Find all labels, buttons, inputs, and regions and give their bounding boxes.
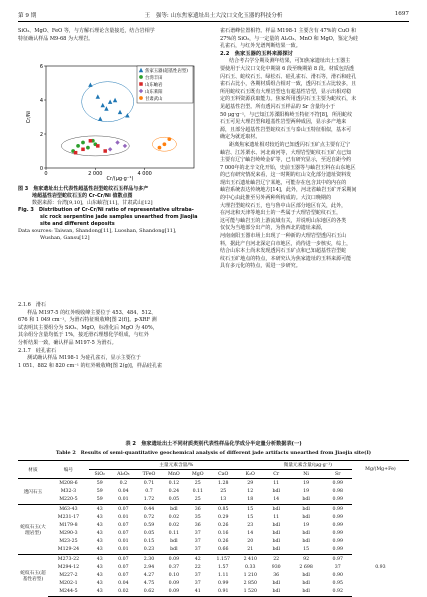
section-216 — [18, 302, 210, 370]
table-cell: 0.09 — [168, 581, 180, 587]
text-line: 料，据此产自河北深定白市地区，尚待进一步核实，综上， — [220, 240, 352, 247]
text-line: 现出玉石遗址岫岩辽宁某地，可能存在包含其中的内在的 — [220, 179, 347, 186]
table-cell: 0.91 — [210, 588, 237, 597]
th-id: 编号 — [48, 461, 89, 479]
text-line: 其余组分含量均低于 1%，接近滑石理想化学组成，与红外 — [18, 332, 149, 339]
table-cell: 0.11 — [168, 531, 180, 537]
table-cell: 29 — [237, 479, 264, 488]
text-line: 试表明其主要组分为 SiO₂、MgO，标准化后 MgO 为 40%， — [18, 324, 158, 331]
text-line: 岫岩、江苏栗水、河北商河等，大理岩型蛇纹石玉矿点已知 — [220, 149, 352, 156]
table-cell: 0.09 — [162, 588, 186, 597]
right-column — [220, 28, 410, 271]
table-cell: M273-22 — [48, 555, 89, 564]
data-point — [89, 139, 93, 143]
data-point — [74, 151, 78, 155]
table-cell: 37 — [194, 547, 201, 553]
table-cell: M63-43 — [48, 504, 89, 513]
caption-en-2: sic rock serpentine jade samples unearthed from Jiaojia — [40, 214, 198, 220]
table-cell: 0.23 — [143, 547, 155, 553]
table-cell: 15 — [247, 514, 254, 520]
table-cell: M220-5 — [59, 497, 78, 503]
table-cell: 19 — [303, 489, 310, 495]
table-cell: 1.157 — [210, 555, 237, 564]
text-line: 雀石谱峰位置相符。样品 M198-1 主要含有 47%的 CuO 和 — [220, 28, 357, 34]
table-cell: bdl — [272, 522, 280, 528]
table-cell: 0.99 — [324, 504, 352, 513]
table-cell: 92 — [289, 555, 324, 564]
table-cell: 0.07 — [111, 555, 136, 564]
table-cell: 43 — [89, 555, 111, 564]
table-cell: bdl — [162, 504, 186, 513]
th-element: Ni — [289, 470, 324, 479]
text-line: 结合考古学分期及测年结果，可知焦家遗址出土玉器主 — [229, 58, 351, 65]
table-cell: 0.02 — [168, 522, 180, 528]
table-cell: M179-8 — [59, 522, 78, 528]
text-line: 要使用于大汶口文化中期第 6 段至晚期第 8 段。材质包括透 — [220, 65, 354, 72]
table-cell: 0.99 — [332, 547, 343, 553]
x-tick-label: 4 000 — [137, 171, 152, 177]
figure-3-caption — [18, 186, 210, 242]
table-cell: 0.16 — [218, 531, 229, 537]
table-cell: bdl — [272, 531, 280, 537]
table-cell: 19 — [289, 479, 324, 488]
text-line: 确定为就近取材。 — [220, 134, 261, 141]
legend-label: 台湾丰田 — [145, 75, 163, 81]
table-cell: 43 — [96, 514, 103, 520]
caption-src-en-2: Wushan, Gansu[12] — [40, 235, 90, 241]
table-cell: 43 — [96, 539, 103, 545]
data-point — [103, 149, 107, 153]
text-line: 孔雀石，与红外光谱判断结果一致。 — [220, 43, 301, 50]
table-cell: bdl — [289, 504, 324, 513]
table-row — [18, 479, 409, 488]
text-line: 具有多元化的特点，需进一步研究。 — [220, 263, 301, 270]
table-cell: 43 — [96, 581, 103, 587]
table-cell: 0.59 — [143, 522, 155, 528]
y-tick-label: 4 — [39, 97, 43, 104]
table-cell: bdl — [302, 573, 310, 579]
caption-en-1: Fig. 3 Distribution of Cr-Cr/Ni ratio of representative ultraba- — [18, 207, 194, 213]
table-cell: 4.75 — [143, 581, 155, 587]
table-cell: bdl — [302, 539, 310, 545]
y-tick-label: 2 — [39, 131, 43, 138]
table-cell: 0.01 — [118, 539, 129, 545]
table-title-cn: 表 2 焦家遗址出土不同材质类别代表性样品化学成分半定量分析数据表(一) — [125, 441, 302, 447]
table-cell: 43 — [96, 547, 103, 553]
table-cell: 43 — [96, 522, 103, 528]
text-line: 在河北和天津等地出土的一些属于大理岩型蛇纹石玉， — [220, 210, 342, 217]
text-line: 的中心由此推至另外两种所构成的。大汶口晚期的 — [220, 195, 332, 202]
table-cell: 37 — [334, 564, 341, 570]
material-group: 蛇纹石玉(大理岩型) — [18, 504, 48, 554]
table-cell: 0.90 — [332, 573, 343, 579]
table-cell: 0.12 — [162, 479, 186, 488]
data-point — [139, 75, 143, 79]
table-cell: 0.93 — [375, 564, 386, 570]
table-cell: 0.26 — [218, 522, 229, 528]
data-point — [96, 144, 100, 148]
table-cell: 12 — [247, 489, 254, 495]
table-cell: 0.01 — [118, 497, 129, 503]
table-cell: 0.66 — [218, 547, 229, 553]
data-point — [167, 137, 171, 141]
table-cell: 36 — [186, 504, 210, 513]
table-cell: 42 — [186, 555, 210, 564]
caption-en-3: site and different deposits — [40, 221, 115, 227]
table-cell: 41 — [186, 588, 210, 597]
table-cell: bdl — [170, 547, 178, 553]
table-cell: bdl — [302, 497, 310, 503]
table-row — [18, 496, 409, 505]
th-mg-ratio: Mg/(Mg+Fe) — [352, 461, 409, 479]
table-cell: 0.33 — [245, 564, 256, 570]
text-line: 主要有辽宁岫岩岭岭金矿等，已有研究显示，至迟自距今约 — [220, 157, 352, 164]
text-line: 7 000年的北辛文化开始，史前玉器等与岫岩玉料在山东地区 — [220, 164, 356, 171]
table-cell: 2.94 — [143, 564, 155, 570]
section-heading: 2.1.6 滑石 — [18, 302, 46, 308]
table-cell: bdl — [272, 489, 280, 495]
table-row — [18, 521, 409, 529]
text-line: 源，且部分超基性岩型蛇纹石玉与泰山玉特征相似，基本可 — [220, 126, 352, 133]
table-row — [18, 580, 409, 588]
text-line: 1 051、882 和 820 cm⁻¹ 的红外吸收峰[图 2(g)]，样品硅孔雀 — [18, 362, 163, 369]
table-cell: 0.07 — [111, 504, 136, 513]
data-point — [81, 141, 85, 145]
y-axis-label: Cr/Ni — [26, 110, 32, 124]
table-cell: 0.24 — [168, 489, 180, 495]
data-point — [108, 147, 112, 151]
table-cell: 4.27 — [143, 573, 155, 579]
table-cell: 0.99 — [332, 539, 343, 545]
th-element: MnO — [162, 470, 186, 479]
data-point — [88, 83, 92, 87]
table-cell: bdl — [289, 588, 324, 597]
table-cell: bdl — [302, 581, 310, 587]
table-cell: 43 — [89, 504, 111, 513]
data-point — [104, 106, 108, 110]
table-cell: 0.04 — [118, 489, 129, 495]
data-point — [163, 142, 167, 146]
data-point — [108, 100, 112, 104]
table-cell: 0.71 — [136, 479, 162, 488]
table-cell: 0.11 — [192, 489, 203, 495]
table-title-en: Table 2 Results of semi-quantitative geochemical analysis of different jade artifacts unearthed from Jiaojia site(Ⅰ) — [55, 450, 372, 456]
table-cell: bdl — [170, 539, 178, 545]
table-cell: bdl — [302, 531, 310, 537]
th-material: 材质 — [18, 461, 48, 479]
caption-src-en-1: Data sources: Taiwan, Shandong[11], Luoshan, Shandong[11], — [18, 228, 177, 234]
legend-label: 甘肃武山 — [145, 96, 163, 102]
table-cell: M129-24 — [57, 547, 80, 553]
text-line: 定的玉料资源获取能力。焦家所用透闪石玉主要为蛇纹石，未 — [220, 96, 357, 103]
table-cell: 43 — [96, 573, 103, 579]
text-line: 石玉可见大理岩型和超基性岩型两种成因，显示多产地来 — [220, 119, 347, 126]
table-cell: 1.28 — [210, 479, 237, 488]
text-line: 这可能与岫岩玉的上游流域有关，并说明山东地区的各类 — [220, 217, 347, 224]
paragraph-22b — [220, 142, 410, 271]
table-cell: 19 — [303, 522, 310, 528]
data-point — [98, 117, 102, 121]
th-element: Cr — [264, 470, 289, 479]
text-line: 见超基性岩型。所有透闪石玉样品的 Sr 含量均小于 — [220, 103, 336, 110]
table-cell: bdl — [272, 547, 280, 553]
table-cell: 22 — [194, 564, 201, 570]
data-point — [158, 146, 162, 150]
table-cell: 0.92 — [324, 588, 352, 597]
text-line: 测试确认样品 M198-1 为硅孔雀石，显示主要位于 — [27, 355, 141, 362]
th-element: SiO₂ — [89, 470, 111, 479]
text-line: 分析结果一致，确认样品 M197-5 为滑石。 — [18, 339, 117, 346]
th-element: Al₂O₃ — [111, 470, 136, 479]
data-point — [101, 103, 105, 107]
text-line: 所用蛇纹石玉既有大理岩型也有超基性岩型，显示出相对稳 — [220, 88, 352, 95]
table-row — [18, 571, 409, 579]
text-line: 仅仅为当地部分出产的，为鲁西北的遗址来源， — [220, 225, 326, 232]
left-column-top — [18, 28, 210, 43]
table-cell: 0.98 — [332, 489, 343, 495]
page-number: 1697 — [394, 11, 409, 17]
table-cell: 0.95 — [332, 581, 343, 587]
table-cell: M208-6 — [48, 479, 89, 488]
table-cell: M294-12 — [57, 564, 80, 570]
table-cell: 0.07 — [118, 573, 129, 579]
table-cell: 1.11 — [218, 573, 229, 579]
caption-src-cn: 数据来源：台湾[9,10]，山东岫岩[11]，甘肃武山[12] — [32, 200, 153, 206]
table-cell: M227-2 — [59, 573, 78, 579]
legend-label: 山东莱阳 — [145, 89, 163, 95]
text-line: 50 μg·g⁻¹，与已知江苏溧阳梅岭玉特征不符[8]，所用蛇纹 — [220, 111, 353, 118]
table-row — [18, 546, 409, 555]
data-point — [115, 140, 119, 144]
th-element: Sr — [324, 470, 352, 479]
running-header — [18, 11, 409, 22]
section-heading: 2.1.7 硅孔雀石 — [18, 347, 57, 354]
table-cell: 0.02 — [111, 588, 136, 597]
th-major: 主量元素含量/% — [89, 461, 264, 470]
table-cell: 43 — [96, 531, 103, 537]
text-line: 样品 M197-5 的红外吸收峰主要位于 453、484、512、 — [27, 309, 157, 316]
table-cell: bdl — [264, 588, 289, 597]
paragraph-22a — [220, 58, 410, 142]
table-cell: 2 410 — [237, 555, 264, 564]
table-row — [18, 555, 409, 564]
table-cell: 0.09 — [162, 555, 186, 564]
table-cell: 2 850 — [243, 581, 257, 587]
text-line: 雀石占比小，各期材质组合相对一致，透闪石玉占比较多，且 — [220, 81, 357, 88]
data-point — [113, 98, 117, 102]
table-cell: M32-3 — [60, 489, 77, 495]
table-cell: 22 — [264, 555, 289, 564]
table-cell: 36 — [273, 573, 280, 579]
table-cell: 0.05 — [168, 497, 180, 503]
table-row — [18, 530, 409, 538]
table-cell: 35 — [194, 514, 201, 520]
th-trace: 微量元素含量/(μg·g⁻¹) — [264, 461, 352, 470]
th-element: TFeO — [136, 470, 162, 479]
table-row — [18, 504, 409, 513]
table-cell: 25 — [194, 497, 201, 503]
legend-label: 山东岫岩 — [145, 82, 163, 88]
table-cell: 0.7 — [145, 489, 153, 495]
issue-label: 第 9 期 — [18, 13, 37, 19]
table-cell: 0.04 — [118, 581, 129, 587]
material-group: 透闪石玉 — [18, 479, 48, 505]
table-cell: bdl — [302, 514, 310, 520]
section-heading-22: 2.2 焦家玉器的玉料来源探讨 — [220, 50, 293, 57]
table-cell: 0.99 — [332, 531, 343, 537]
text-line: 特征确认样品 M9-68 为大理岩。 — [18, 35, 94, 42]
table-cell: 0.15 — [143, 539, 155, 545]
th-element: CaO — [210, 470, 237, 479]
th-element: MgO — [186, 470, 210, 479]
table-cell: 11 — [273, 514, 280, 520]
text-line: 岫岩系统表达传统地方[14]，此外，河北省岫岩玉矿开采期间 — [220, 187, 357, 194]
table-cell: 13 — [220, 497, 227, 503]
table-row — [18, 538, 409, 546]
table-cell: 1.57 — [218, 564, 229, 570]
text-line: 纹石玉矿地点的特点，本研究认为焦家遗址的玉料来源可能 — [220, 255, 352, 262]
table-row — [18, 488, 409, 496]
table-cell: 0.85 — [210, 504, 237, 513]
table-cell: 0.44 — [136, 504, 162, 513]
table-cell: 37 — [194, 573, 201, 579]
data-point — [96, 94, 100, 98]
table-cell: 1.72 — [143, 497, 155, 503]
table-row — [18, 513, 409, 521]
table-cell: 0.02 — [168, 514, 180, 520]
table-cell: 0.97 — [324, 555, 352, 564]
cluster-ellipse — [82, 82, 134, 122]
table-row — [18, 588, 409, 597]
data-point — [86, 146, 90, 150]
table-cell: 15 — [303, 547, 310, 553]
table-cell: 2.30 — [136, 555, 162, 564]
table-cell: 21 — [247, 547, 254, 553]
table-cell: 20 — [247, 539, 254, 545]
table-body — [18, 479, 409, 597]
x-axis-label: Cr/(μg·g⁻¹) — [106, 176, 134, 182]
table-cell: 0.07 — [118, 564, 129, 570]
table-cell: 59 — [96, 489, 103, 495]
table-cell: 15 — [237, 504, 264, 513]
text-line: 距离焦家遗址相对较近的已知透闪石玉矿点主要有辽宁 — [229, 141, 351, 148]
text-line: 27%的 SiO₂，与一定量的 Al₂O₃、MnO 和 MgO，鉴定为硅 — [220, 35, 359, 42]
table-cell: bdl — [272, 539, 280, 545]
y-tick-label: 6 — [39, 63, 43, 70]
table-cell: 0.07 — [118, 522, 129, 528]
table-cell: 0.72 — [143, 514, 155, 520]
table-cell: 18 — [247, 497, 254, 503]
table-cell: 0.99 — [218, 581, 229, 587]
table-cell: 59 — [89, 479, 111, 488]
table-cell: M290-3 — [59, 531, 78, 537]
data-point — [76, 144, 80, 148]
text-line: 结合山东本土尚未发现透闪石玉矿点和已知超基性岩型蛇 — [220, 248, 347, 255]
table-cell: 1 210 — [243, 573, 257, 579]
running-title: 王 强等: 山东焦家遗址出土大汶口文化玉器的科技分析 — [144, 13, 283, 19]
table-cell: 0.01 — [118, 514, 129, 520]
x-tick-label: 2 000 — [88, 171, 103, 177]
table-cell: M23-25 — [59, 539, 78, 545]
table-cell: 25 — [186, 479, 210, 488]
table-cell: 0.10 — [168, 573, 180, 579]
table-cell: 930 — [271, 564, 281, 570]
caption-cn-1: 图 3 焦家遗址出土代表性超基性岩型蛇纹石玉样品与多产 — [18, 186, 149, 192]
data-point — [139, 96, 143, 100]
data-point — [123, 144, 127, 148]
table-cell: 14 — [247, 531, 254, 537]
text-line: 闪石玉、蛇纹石玉、绿松石、硅孔雀石、滑石等，滑石和硅孔 — [220, 73, 357, 80]
table-cell: 37 — [194, 539, 201, 545]
caption-cn-2: 地超基性岩型蛇纹石玉的 Cr-Cr/Ni 值散点图 — [32, 193, 133, 199]
table-cell: 0.99 — [332, 522, 343, 528]
table-cell: 36 — [194, 522, 201, 528]
table-cell: 43 — [96, 564, 103, 570]
table-cell: 2 698 — [299, 564, 313, 570]
x-tick-label: 0 — [44, 171, 48, 177]
th-element: K₂O — [237, 470, 264, 479]
table-cell: 37 — [194, 531, 201, 537]
table-cell: M231-17 — [57, 514, 80, 520]
table-cell: 0.99 — [332, 497, 343, 503]
table-row — [18, 563, 409, 571]
table-cell: 37 — [194, 581, 201, 587]
table-cell: M202-1 — [59, 581, 78, 587]
data-table — [18, 460, 409, 597]
legend-label: 焦家玉器(超基性岩型) — [145, 68, 188, 74]
table-cell: 23 — [247, 522, 254, 528]
table-cell: 1 520 — [237, 588, 264, 597]
table-cell: bdl — [264, 504, 289, 513]
table-cell: 0.29 — [218, 514, 229, 520]
text-line: 676 和 1 049 cm⁻¹，为滑石特征吸收峰[图 2(f)]。p-XRF 测 — [18, 317, 157, 324]
table-cell: bdl — [272, 581, 280, 587]
text-line: SiO₂、MgO、FeO 等，与方解石理论含量接近，结合岩相学 — [18, 28, 155, 34]
table-cell: 0.05 — [143, 531, 155, 537]
table-cell: 0.07 — [118, 531, 129, 537]
text-line: 的已有研究情况来看，这一时期的红山文化部分遗址资料发 — [220, 172, 352, 179]
data-point — [118, 110, 122, 114]
y-tick-label: 0 — [39, 165, 43, 172]
figure-3-chart — [22, 60, 202, 182]
data-point — [125, 113, 129, 117]
table-cell: M244-5 — [48, 588, 89, 597]
text-line: 河南南阳玉器市场上出现了一种新的大理岩型透闪石玉山 — [220, 233, 347, 240]
data-point — [139, 82, 143, 86]
table-cell: 11 — [264, 479, 289, 488]
table-cell: 25 — [220, 489, 227, 495]
table-cell: 43 — [89, 588, 111, 597]
material-group: 蛇纹石玉(超基性岩型) — [18, 555, 48, 597]
text-line: 大理岩型蛇纹石玉，也与鲁中山区部分地区有关，此外， — [220, 202, 347, 209]
table-cell: 0.37 — [168, 564, 180, 570]
table-cell: 0.26 — [218, 539, 229, 545]
table-cell: 59 — [96, 497, 103, 503]
table-cell: 14 — [273, 497, 280, 503]
table-cell: 0.99 — [324, 479, 352, 488]
table-cell: 0.99 — [332, 514, 343, 520]
table-cell: 0.01 — [118, 547, 129, 553]
table-cell: 0.62 — [136, 588, 162, 597]
table-cell: 0.2 — [111, 479, 136, 488]
scatter-plot — [22, 60, 202, 182]
data-point — [81, 148, 85, 152]
